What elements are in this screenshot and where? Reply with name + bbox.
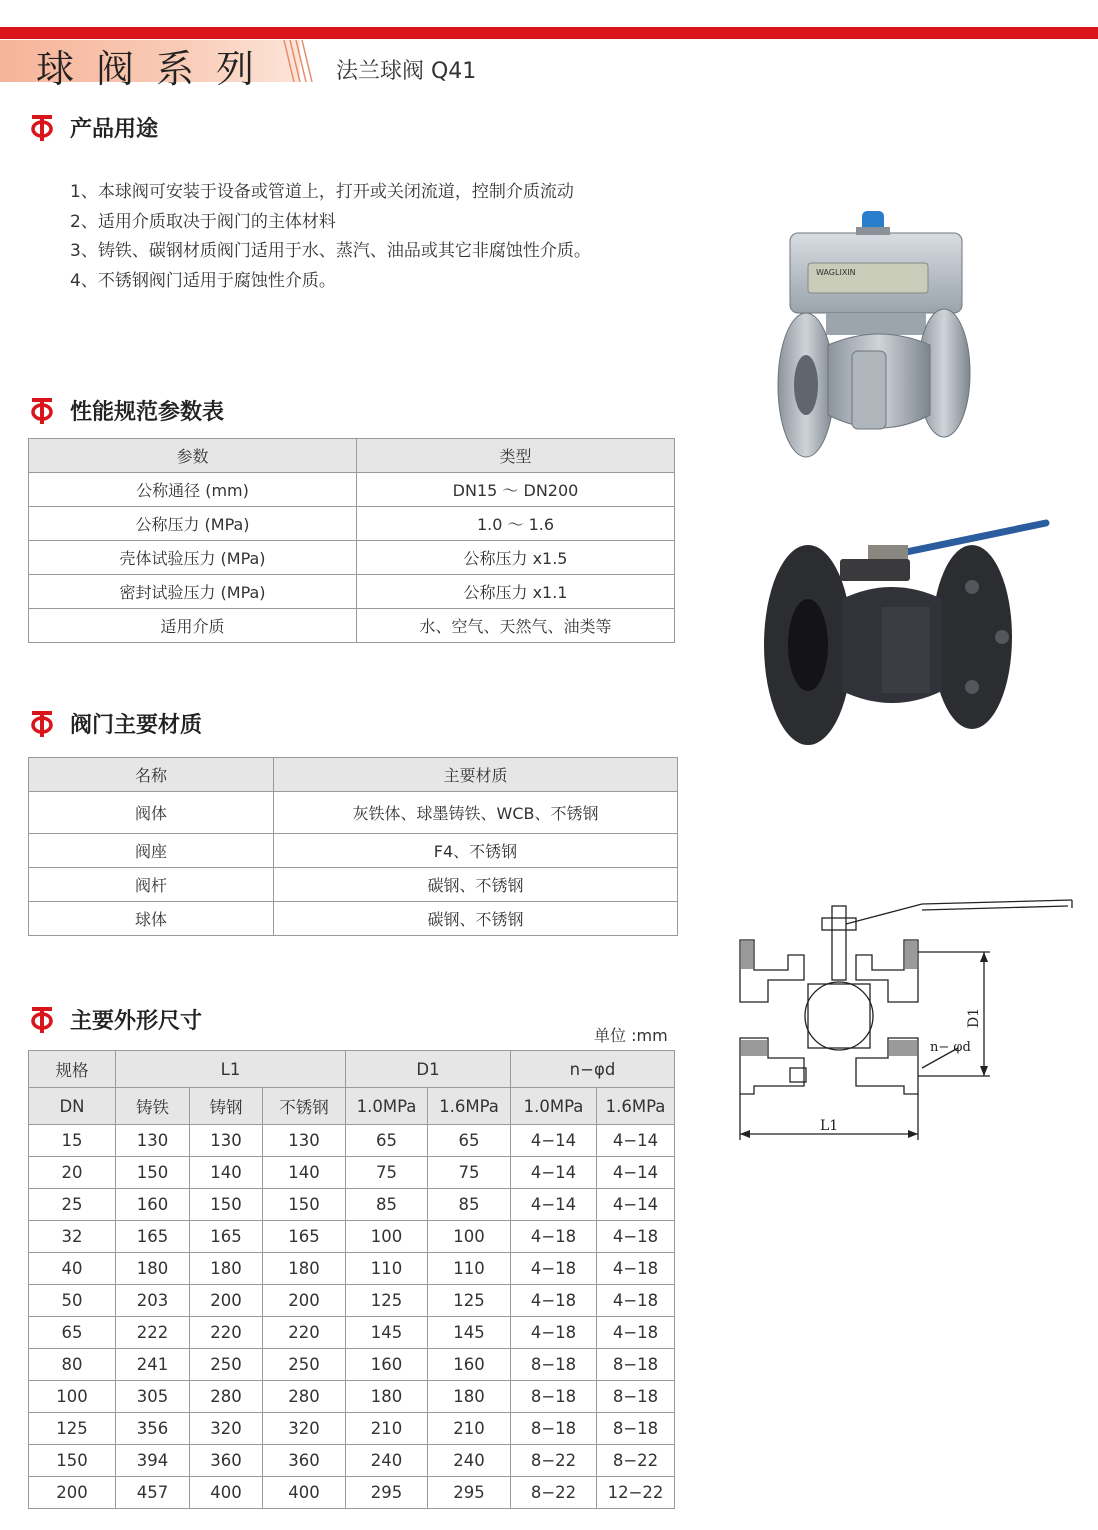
table-header: 不锈钢 bbox=[263, 1088, 346, 1125]
table-cell: 15 bbox=[29, 1125, 116, 1157]
table-row bbox=[29, 1157, 675, 1189]
table-cell: 220 bbox=[190, 1317, 263, 1349]
table-cell: 4−14 bbox=[597, 1189, 675, 1221]
table-cell: 295 bbox=[428, 1477, 511, 1509]
table-cell: 130 bbox=[190, 1125, 263, 1157]
table-cell: 160 bbox=[346, 1349, 428, 1381]
table-header: 类型 bbox=[357, 439, 675, 473]
table-cell: 阀座 bbox=[29, 834, 274, 868]
svg-text:WAGLIXIN: WAGLIXIN bbox=[816, 268, 856, 277]
table-cell: 150 bbox=[29, 1445, 116, 1477]
table-cell: 220 bbox=[263, 1317, 346, 1349]
table-row bbox=[29, 575, 675, 609]
table-cell: 水、空气、天然气、油类等 bbox=[357, 609, 675, 643]
table-cell: 100 bbox=[428, 1221, 511, 1253]
table-cell: 400 bbox=[263, 1477, 346, 1509]
table-cell: 305 bbox=[116, 1381, 190, 1413]
table-header: 参数 bbox=[29, 439, 357, 473]
table-cell: 110 bbox=[428, 1253, 511, 1285]
table-cell: 公称压力 (MPa) bbox=[29, 507, 357, 541]
table-cell: 8−18 bbox=[511, 1381, 597, 1413]
table-row bbox=[29, 1381, 675, 1413]
table-cell: 100 bbox=[346, 1221, 428, 1253]
table-header: 1.0MPa bbox=[511, 1088, 597, 1125]
table-header: 规格 bbox=[29, 1051, 116, 1088]
table-cell: 240 bbox=[346, 1445, 428, 1477]
table-cell: 165 bbox=[116, 1221, 190, 1253]
table-cell: 320 bbox=[263, 1413, 346, 1445]
table-row bbox=[29, 609, 675, 643]
table-cell: 4−14 bbox=[511, 1125, 597, 1157]
usage-list bbox=[70, 178, 591, 296]
table-row bbox=[29, 1349, 675, 1381]
table-cell: 360 bbox=[190, 1445, 263, 1477]
table-cell: 222 bbox=[116, 1317, 190, 1349]
table-cell: 20 bbox=[29, 1157, 116, 1189]
phi-icon bbox=[30, 1006, 54, 1034]
table-cell: 8−18 bbox=[597, 1349, 675, 1381]
section-title: 性能规范参数表 bbox=[70, 400, 225, 425]
table-cell: 4−18 bbox=[511, 1253, 597, 1285]
table-cell: 150 bbox=[263, 1189, 346, 1221]
table-cell: 457 bbox=[116, 1477, 190, 1509]
table-cell: 8−22 bbox=[511, 1477, 597, 1509]
table-row bbox=[29, 473, 675, 507]
table-cell: 4−18 bbox=[511, 1285, 597, 1317]
table-cell: 241 bbox=[116, 1349, 190, 1381]
table-cell: 8−18 bbox=[511, 1413, 597, 1445]
table-cell: 140 bbox=[263, 1157, 346, 1189]
table-row bbox=[29, 1253, 675, 1285]
table-cell: 32 bbox=[29, 1221, 116, 1253]
usage-item: 4、不锈钢阀门适用于腐蚀性介质。 bbox=[70, 270, 336, 291]
usage-item: 3、铸铁、碳钢材质阀门适用于水、蒸汽、油品或其它非腐蚀性介质。 bbox=[70, 241, 591, 261]
table-cell: 8−22 bbox=[597, 1445, 675, 1477]
section-title: 阀门主要材质 bbox=[70, 713, 203, 738]
table-cell: 295 bbox=[346, 1477, 428, 1509]
series-title: 球阀系列 bbox=[36, 47, 277, 91]
table-cell: 4−14 bbox=[511, 1189, 597, 1221]
table-cell: 130 bbox=[263, 1125, 346, 1157]
table-cell: 4−18 bbox=[597, 1253, 675, 1285]
table-cell: 150 bbox=[190, 1189, 263, 1221]
table-cell: 壳体试验压力 (MPa) bbox=[29, 541, 357, 575]
table-cell: 85 bbox=[428, 1189, 511, 1221]
section-diagram bbox=[732, 890, 1080, 1148]
table-cell: 165 bbox=[263, 1221, 346, 1253]
table-cell: 200 bbox=[29, 1477, 116, 1509]
material-table bbox=[28, 757, 678, 936]
table-cell: 4−18 bbox=[597, 1317, 675, 1349]
table-cell: 85 bbox=[346, 1189, 428, 1221]
table-cell: 灰铁体、球墨铸铁、WCB、不锈钢 bbox=[274, 792, 678, 834]
table-header: 1.6MPa bbox=[428, 1088, 511, 1125]
perf-table bbox=[28, 438, 675, 643]
usage-item: 2、适用介质取决于阀门的主体材料 bbox=[70, 211, 336, 232]
table-cell: 160 bbox=[116, 1189, 190, 1221]
table-row bbox=[29, 834, 678, 868]
table-header: 主要材质 bbox=[274, 758, 678, 792]
table-cell: 145 bbox=[346, 1317, 428, 1349]
table-cell: 4−18 bbox=[511, 1317, 597, 1349]
table-cell: 25 bbox=[29, 1189, 116, 1221]
table-cell: 240 bbox=[428, 1445, 511, 1477]
table-row bbox=[29, 792, 678, 834]
table-cell: 75 bbox=[346, 1157, 428, 1189]
table-cell: 356 bbox=[116, 1413, 190, 1445]
table-cell: 8−18 bbox=[597, 1413, 675, 1445]
table-header: 1.0MPa bbox=[346, 1088, 428, 1125]
table-cell: 碳钢、不锈钢 bbox=[274, 902, 678, 936]
table-row bbox=[29, 1413, 675, 1445]
table-cell: 4−14 bbox=[597, 1157, 675, 1189]
table-cell: 180 bbox=[263, 1253, 346, 1285]
table-header: 铸钢 bbox=[190, 1088, 263, 1125]
section-title: 产品用途 bbox=[70, 117, 159, 142]
table-cell: 110 bbox=[346, 1253, 428, 1285]
table-cell: 180 bbox=[346, 1381, 428, 1413]
table-header: D1 bbox=[346, 1051, 511, 1088]
section-title: 主要外形尺寸 bbox=[70, 1009, 203, 1034]
table-header: n−φd bbox=[511, 1051, 675, 1088]
table-header: 名称 bbox=[29, 758, 274, 792]
table-cell: 球体 bbox=[29, 902, 274, 936]
table-cell: 公称通径 (mm) bbox=[29, 473, 357, 507]
banner-stripes bbox=[282, 40, 322, 82]
table-cell: 180 bbox=[116, 1253, 190, 1285]
table-cell: 阀杆 bbox=[29, 868, 274, 902]
diagram-label-l1: L1 bbox=[820, 1118, 839, 1134]
table-cell: 75 bbox=[428, 1157, 511, 1189]
table-cell: 210 bbox=[346, 1413, 428, 1445]
table-cell: 65 bbox=[346, 1125, 428, 1157]
table-cell: 165 bbox=[190, 1221, 263, 1253]
table-header: 1.6MPa bbox=[597, 1088, 675, 1125]
table-cell: F4、不锈钢 bbox=[274, 834, 678, 868]
table-cell: 1.0 ～ 1.6 bbox=[357, 507, 675, 541]
table-cell: 125 bbox=[29, 1413, 116, 1445]
table-cell: 80 bbox=[29, 1349, 116, 1381]
table-cell: 公称压力 x1.1 bbox=[357, 575, 675, 609]
table-cell: 4−18 bbox=[597, 1221, 675, 1253]
table-header: 铸铁 bbox=[116, 1088, 190, 1125]
table-cell: 140 bbox=[190, 1157, 263, 1189]
table-cell: 12−22 bbox=[597, 1477, 675, 1509]
table-cell: 125 bbox=[346, 1285, 428, 1317]
table-cell: 180 bbox=[428, 1381, 511, 1413]
table-row bbox=[29, 1125, 675, 1157]
table-cell: 密封试验压力 (MPa) bbox=[29, 575, 357, 609]
table-cell: 4−14 bbox=[597, 1125, 675, 1157]
table-cell: 200 bbox=[190, 1285, 263, 1317]
phi-icon bbox=[30, 114, 54, 142]
table-cell: 250 bbox=[263, 1349, 346, 1381]
table-cell: 8−22 bbox=[511, 1445, 597, 1477]
table-row bbox=[29, 1221, 675, 1253]
diagram-label-nphid: n− φd bbox=[930, 1040, 971, 1055]
table-cell: 阀体 bbox=[29, 792, 274, 834]
table-cell: 碳钢、不锈钢 bbox=[274, 868, 678, 902]
table-cell: 400 bbox=[190, 1477, 263, 1509]
table-row bbox=[29, 1445, 675, 1477]
table-cell: 125 bbox=[428, 1285, 511, 1317]
table-row bbox=[29, 507, 675, 541]
table-row bbox=[29, 1285, 675, 1317]
usage-item: 1、本球阀可安装于设备或管道上，打开或关闭流道，控制介质流动 bbox=[70, 182, 574, 202]
table-cell: 40 bbox=[29, 1253, 116, 1285]
dimension-table bbox=[28, 1050, 675, 1509]
table-cell: 203 bbox=[116, 1285, 190, 1317]
diagram-label-d1: D1 bbox=[966, 1007, 982, 1028]
table-cell: 8−18 bbox=[597, 1381, 675, 1413]
table-row bbox=[29, 541, 675, 575]
table-cell: 适用介质 bbox=[29, 609, 357, 643]
flanged-ball-valve-photo bbox=[762, 515, 1052, 753]
table-row bbox=[29, 902, 678, 936]
table-cell: 公称压力 x1.5 bbox=[357, 541, 675, 575]
table-cell: DN15 ～ DN200 bbox=[357, 473, 675, 507]
page-subtitle: 法兰球阀 Q41 bbox=[336, 59, 477, 84]
table-cell: 50 bbox=[29, 1285, 116, 1317]
table-cell: 250 bbox=[190, 1349, 263, 1381]
table-cell: 200 bbox=[263, 1285, 346, 1317]
table-cell: 280 bbox=[190, 1381, 263, 1413]
table-row bbox=[29, 1189, 675, 1221]
table-row bbox=[29, 1317, 675, 1349]
table-cell: 4−18 bbox=[597, 1285, 675, 1317]
phi-icon bbox=[30, 710, 54, 738]
table-header: L1 bbox=[116, 1051, 346, 1088]
unit-label: 单位 :mm bbox=[594, 1026, 668, 1045]
table-cell: 130 bbox=[116, 1125, 190, 1157]
table-cell: 65 bbox=[428, 1125, 511, 1157]
phi-icon bbox=[30, 397, 54, 425]
table-cell: 150 bbox=[116, 1157, 190, 1189]
table-header: DN bbox=[29, 1088, 116, 1125]
table-cell: 210 bbox=[428, 1413, 511, 1445]
table-row bbox=[29, 868, 678, 902]
table-cell: 280 bbox=[263, 1381, 346, 1413]
table-cell: 100 bbox=[29, 1381, 116, 1413]
table-cell: 4−18 bbox=[511, 1221, 597, 1253]
table-cell: 65 bbox=[29, 1317, 116, 1349]
table-cell: 394 bbox=[116, 1445, 190, 1477]
table-cell: 160 bbox=[428, 1349, 511, 1381]
table-cell: 360 bbox=[263, 1445, 346, 1477]
pneumatic-ball-valve-photo bbox=[770, 205, 980, 463]
table-cell: 145 bbox=[428, 1317, 511, 1349]
table-cell: 4−14 bbox=[511, 1157, 597, 1189]
table-cell: 180 bbox=[190, 1253, 263, 1285]
table-cell: 320 bbox=[190, 1413, 263, 1445]
table-row bbox=[29, 1477, 675, 1509]
table-cell: 8−18 bbox=[511, 1349, 597, 1381]
